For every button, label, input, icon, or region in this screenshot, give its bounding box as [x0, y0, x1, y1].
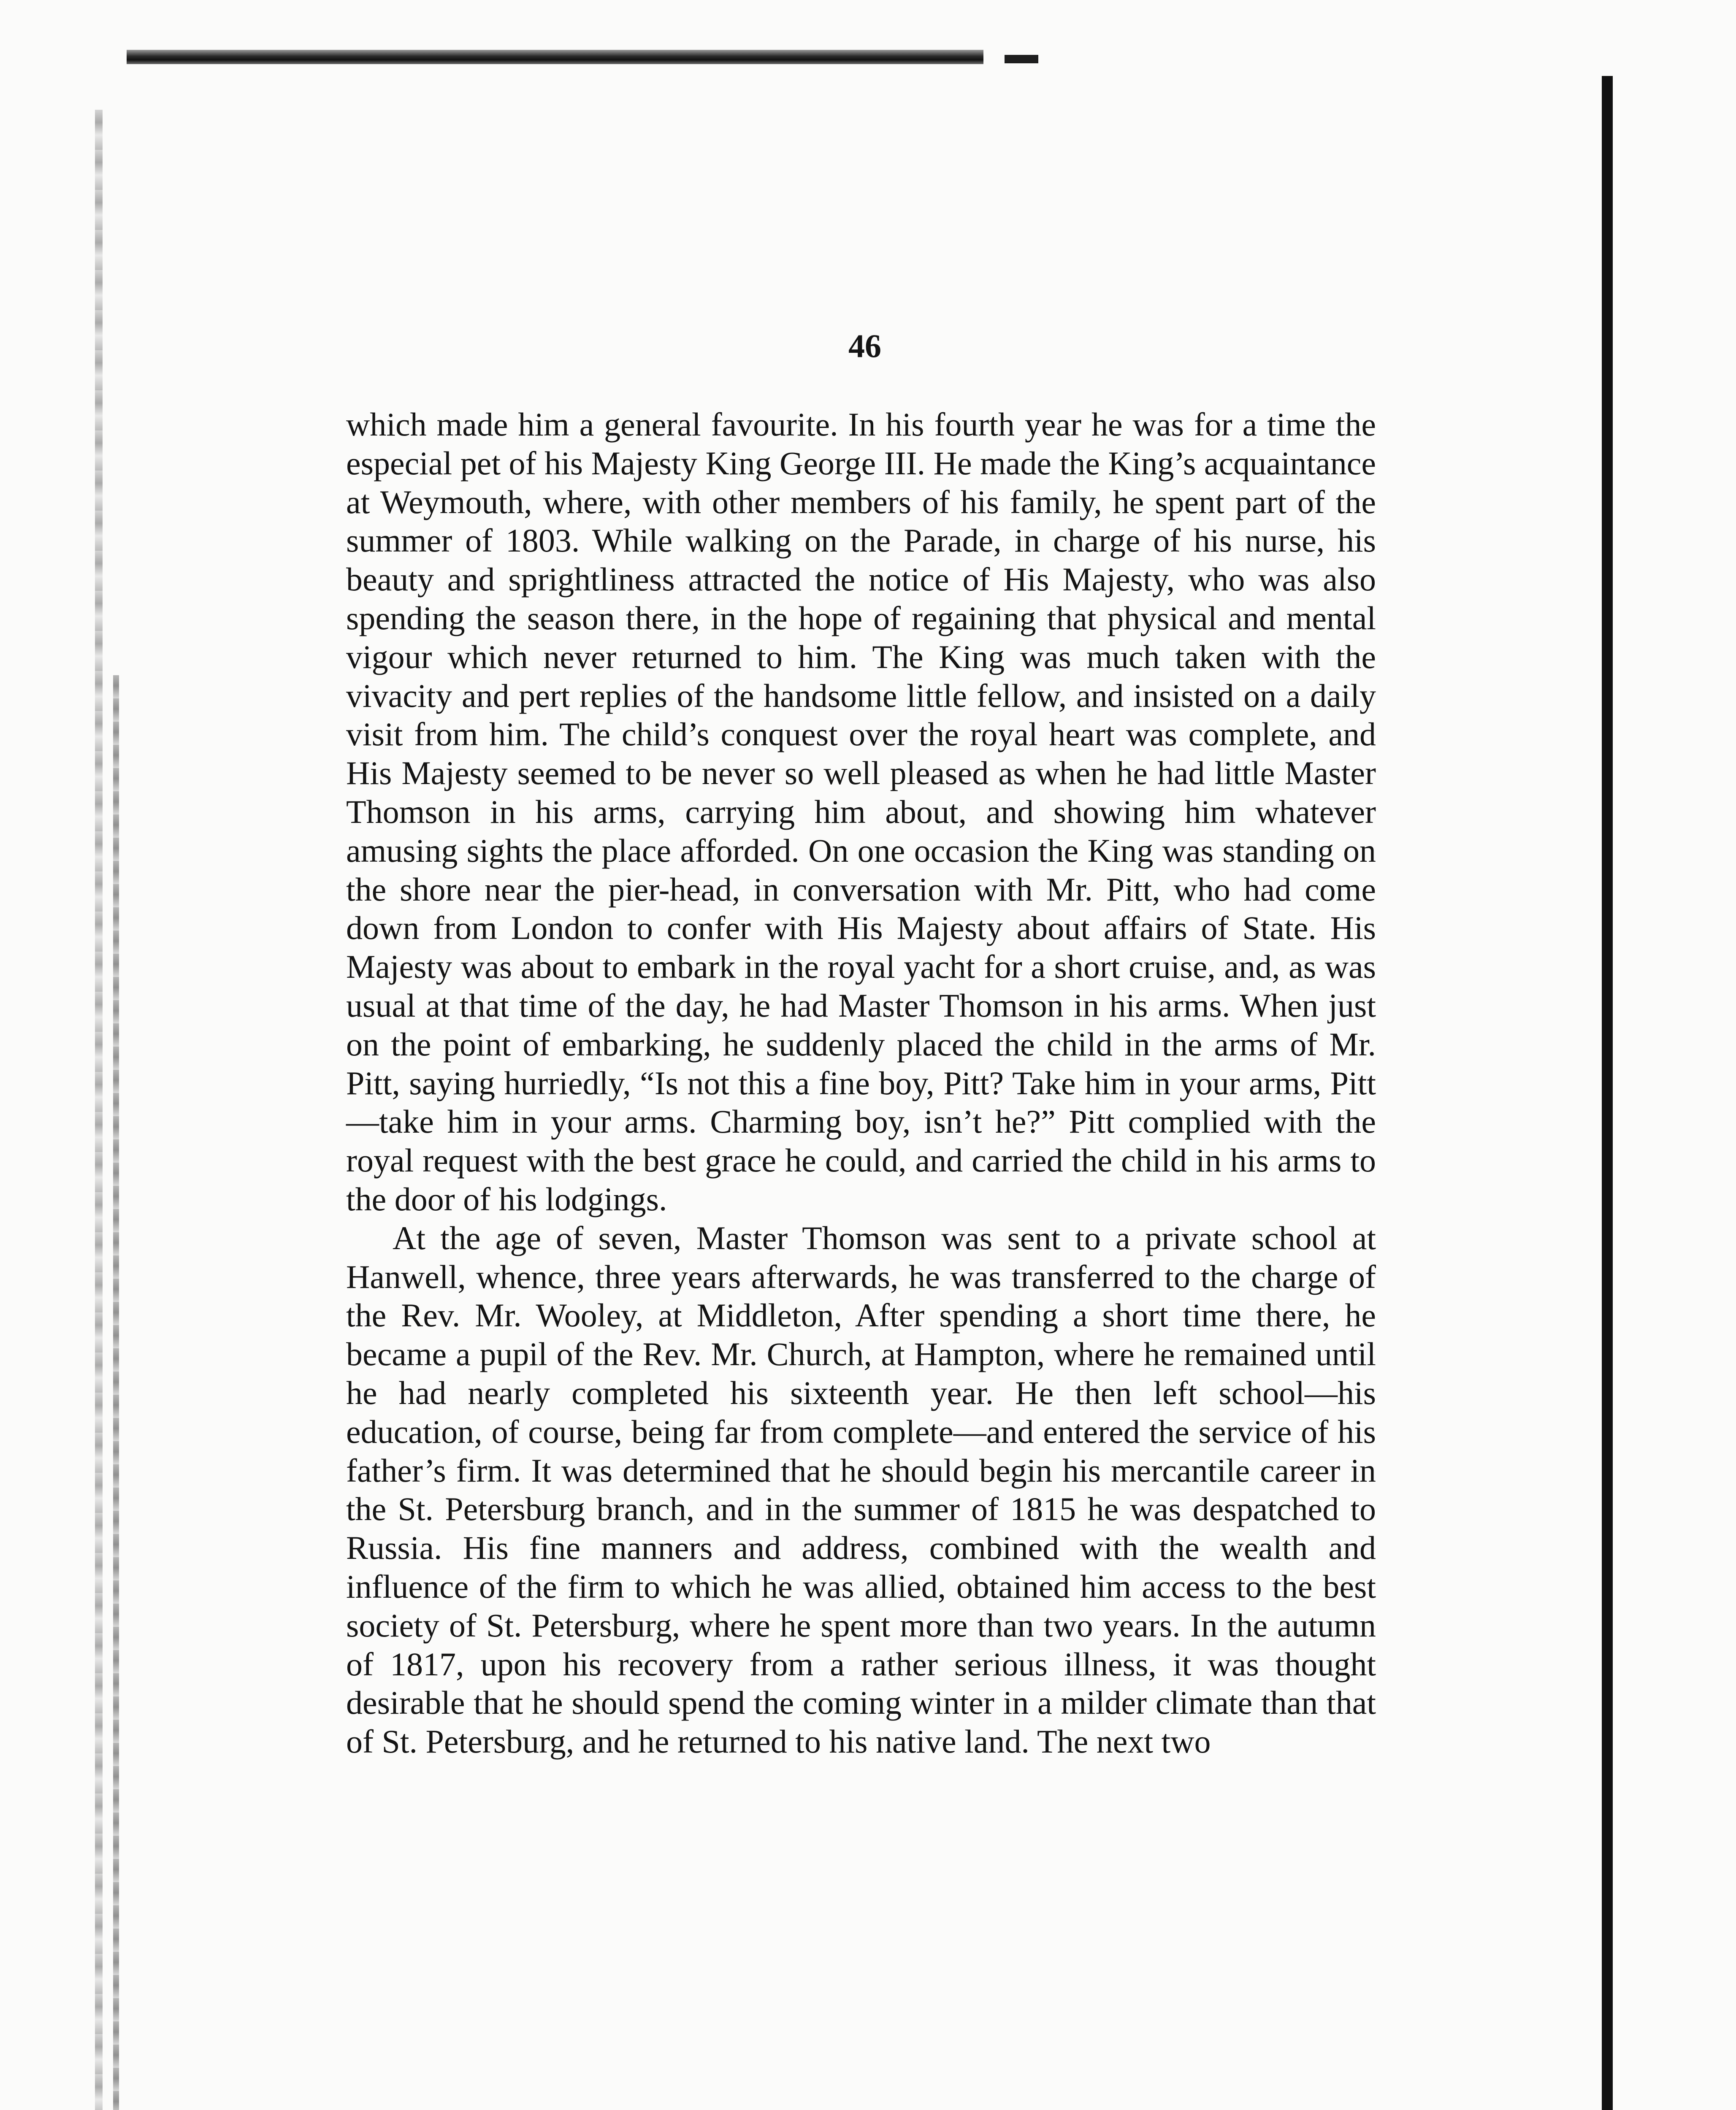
right-margin-bar: [1602, 76, 1613, 2110]
top-scan-rule: [127, 50, 983, 64]
paragraph-1: which made him a general favourite. In his fourth year he was for a time the especial pet of his Majesty King George III. He made the King’s acquaintance at Weymouth, where, with other members of his family, he spent part of the summer of 1803. While walking on the Parade, in charge of his nurse, his beauty and sprightliness attracted the notice of His Majesty, who was also spending the season there, in the hope of regaining that physical and mental vigour which never returned to him. The King was much taken with the vivacity and pert replies of the handsome little fellow, and insisted on a daily visit from him. The child’s conquest over the royal heart was complete, and His Majesty seemed to be never so well pleased as when he had little Master Thomson in his arms, carrying him about, and showing him whatever amusing sights the place afforded. On one occasion the King was standing on the shore near the pier-head, in conversation with Mr. Pitt, who had come down from London to confer with His Majesty about affairs of State. His Majesty was about to embark in the royal yacht for a short cruise, and, as was usual at that time of the day, he had Master Thomson in his arms. When just on the point of embarking, he suddenly placed the child in the arms of Mr. Pitt, saying hurriedly, “Is not this a fine boy, Pitt? Take him in your arms, Pitt—take him in your arms. Charming boy, isn’t he?” Pitt complied with the royal request with the best grace he could, and carried the child in his arms to the door of his lodgings.: [346, 406, 1376, 1217]
left-scan-edge-inner: [113, 675, 119, 2110]
left-scan-edge: [95, 110, 103, 2110]
paragraph-2: At the age of seven, Master Thomson was sent to a private school at Hanwell, whence, three years afterwards, he was transferred to the charge of the Rev. Mr. Wooley, at Middleton, After spending a short time there, he became a pupil of the Rev. Mr. Church, at Hampton, where he remained until he had nearly completed his sixteenth year. He then left school—his education, of course, being far from complete—and entered the service of his father’s firm. It was determined that he should begin his mercantile career in the St. Petersburg branch, and in the summer of 1815 he was despatched to Russia. His fine manners and address, combined with the wealth and influence of the firm to which he was allied, obtained him access to the best society of St. Petersburg, where he spent more than two years. In the autumn of 1817, upon his recovery from a rather serious illness, it was thought desirable that he should spend the coming winter in a milder climate than that of St. Petersburg, and he returned to his native land. The next two: [346, 1219, 1376, 1760]
page-number: 46: [848, 327, 881, 364]
body-text: [346, 405, 1376, 1761]
top-scan-rule-fragment: [1005, 55, 1038, 63]
